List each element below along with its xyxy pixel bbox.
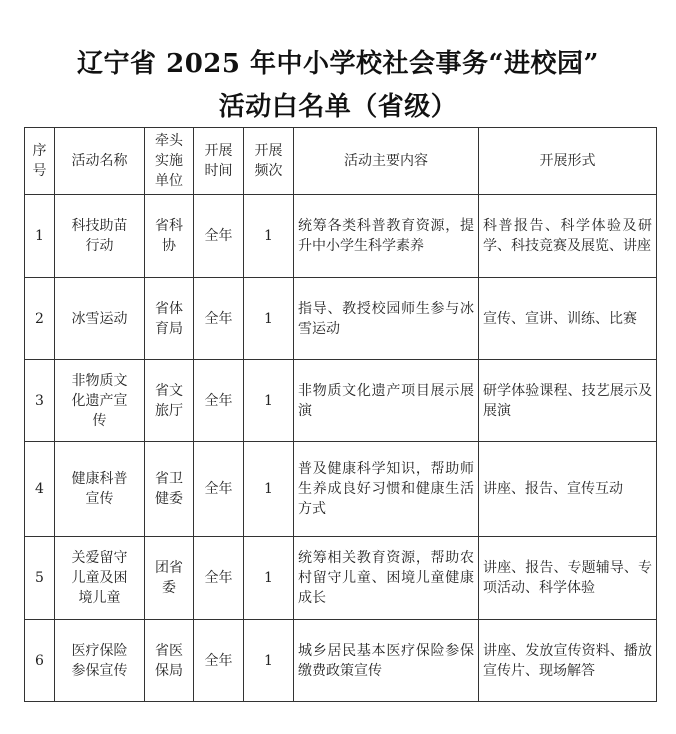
whitelist-table: [24, 127, 657, 702]
activity-name: 医疗保险参保宣传: [55, 620, 145, 702]
table-row: [25, 360, 657, 442]
activity-form: 研学体验课程、技艺展示及展演: [479, 360, 657, 442]
activity-form: 宣传、宣讲、训练、比赛: [479, 278, 657, 360]
activity-time: 全年: [194, 278, 244, 360]
activity-content: 统筹相关教育资源，帮助农村留守儿童、困境儿童健康成长: [294, 537, 479, 620]
activity-time: 全年: [194, 537, 244, 620]
row-number: 4: [25, 442, 55, 537]
row-number: 5: [25, 537, 55, 620]
activity-form: 讲座、发放宣传资料、播放宣传片、现场解答: [479, 620, 657, 702]
header-time: 开展时间: [194, 128, 244, 195]
activity-frequency: 1: [244, 195, 294, 278]
row-number: 1: [25, 195, 55, 278]
lead-organization: 省体育局: [145, 278, 194, 360]
activity-name: 冰雪运动: [55, 278, 145, 360]
activity-name: 关爱留守儿童及困境儿童: [55, 537, 145, 620]
header-main-content: 活动主要内容: [294, 128, 479, 195]
activity-time: 全年: [194, 620, 244, 702]
table-row: [25, 278, 657, 360]
activity-frequency: 1: [244, 620, 294, 702]
activity-content: 非物质文化遗产项目展示展演: [294, 360, 479, 442]
row-number: 6: [25, 620, 55, 702]
table-header-row: [25, 128, 657, 195]
activity-form: 讲座、报告、宣传互动: [479, 442, 657, 537]
table-row: [25, 442, 657, 537]
header-form: 开展形式: [479, 128, 657, 195]
lead-organization: 省文旅厅: [145, 360, 194, 442]
document-title-line-1: 辽宁省 2025 年中小学校社会事务“进校园”: [77, 49, 599, 79]
activity-name: 健康科普宣传: [55, 442, 145, 537]
header-no: 序号: [25, 128, 55, 195]
activity-frequency: 1: [244, 537, 294, 620]
activity-time: 全年: [194, 442, 244, 537]
activity-time: 全年: [194, 360, 244, 442]
table-row: [25, 620, 657, 702]
lead-organization: 省卫健委: [145, 442, 194, 537]
table-row: [25, 537, 657, 620]
header-activity-name: 活动名称: [55, 128, 145, 195]
activity-frequency: 1: [244, 278, 294, 360]
activity-frequency: 1: [244, 442, 294, 537]
activity-time: 全年: [194, 195, 244, 278]
lead-organization: 省医保局: [145, 620, 194, 702]
activity-content: 普及健康科学知识，帮助师生养成良好习惯和健康生活方式: [294, 442, 479, 537]
activity-frequency: 1: [244, 360, 294, 442]
lead-organization: 团省委: [145, 537, 194, 620]
activity-name: 非物质文化遗产宣传: [55, 360, 145, 442]
row-number: 2: [25, 278, 55, 360]
activity-content: 统筹各类科普教育资源，提升中小学生科学素养: [294, 195, 479, 278]
header-lead-organization: 牵头实施单位: [145, 128, 194, 195]
activity-content: 城乡居民基本医疗保险参保缴费政策宣传: [294, 620, 479, 702]
activity-name: 科技助苗行动: [55, 195, 145, 278]
row-number: 3: [25, 360, 55, 442]
header-frequency: 开展频次: [244, 128, 294, 195]
document-title-line-2: 活动白名单（省级）: [218, 92, 458, 122]
activity-form: 科普报告、科学体验及研学、科技竞赛及展览、讲座: [479, 195, 657, 278]
lead-organization: 省科协: [145, 195, 194, 278]
activity-content: 指导、教授校园师生参与冰雪运动: [294, 278, 479, 360]
table-row: [25, 195, 657, 278]
activity-form: 讲座、报告、专题辅导、专项活动、科学体验: [479, 537, 657, 620]
